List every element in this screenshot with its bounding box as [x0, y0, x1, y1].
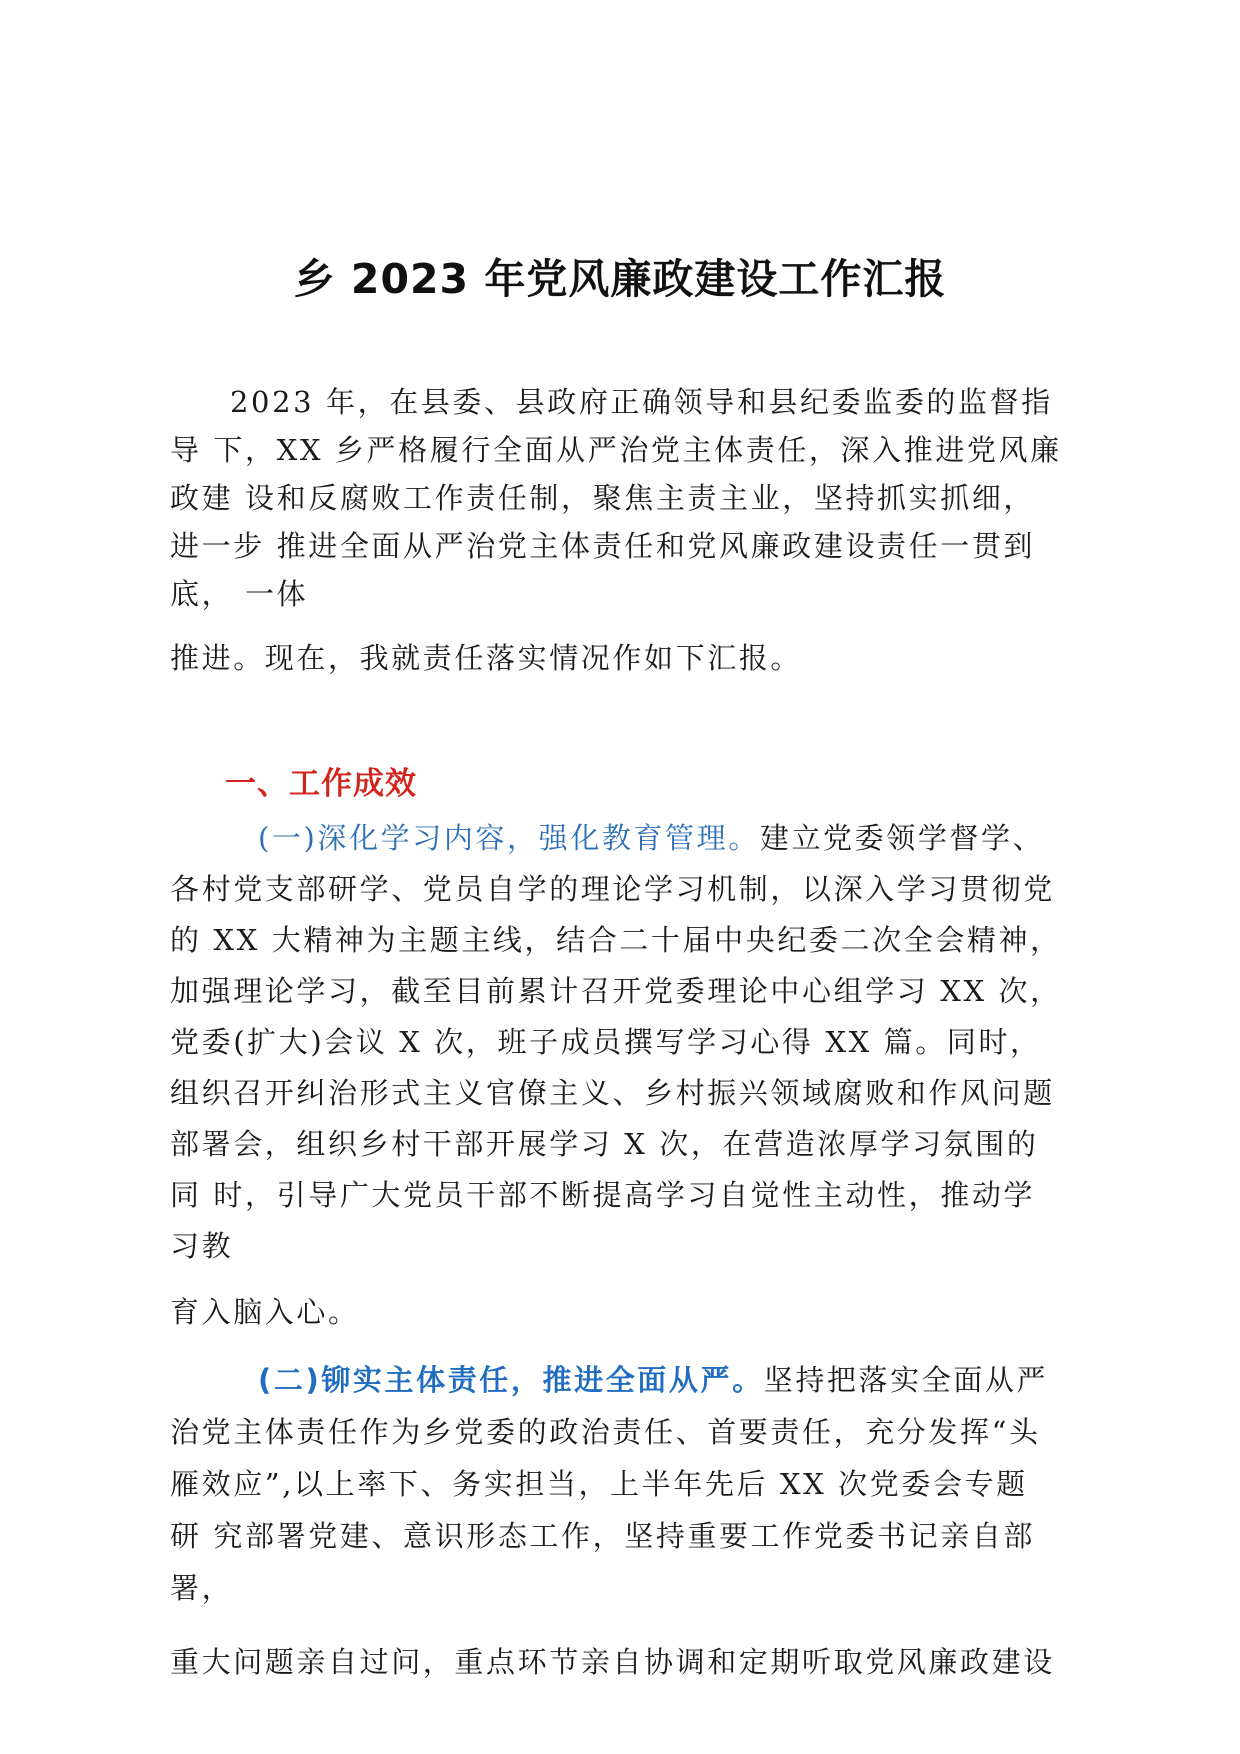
sub2-heading: (二)铆实主体责任，推进全面从严。	[258, 1363, 764, 1397]
sub1-line-4: 党委(扩大)会议 X 次，班子成员撰写学习心得 XX 篇。同时，	[170, 1025, 1042, 1059]
sub1-first-line-text: 建立党委领学督学、	[759, 821, 1045, 855]
sub1-line-9: 育入脑入心。	[170, 1295, 360, 1329]
intro-line-3: 政建 设和反腐败工作责任制，聚焦主责主业，坚持抓实抓细，	[170, 481, 1036, 515]
sub1-line-1: 各村党支部研学、党员自学的理论学习机制，以深入学习贯彻党	[170, 872, 1055, 906]
intro-line-4: 进一步 推进全面从严治党主体责任和党风廉政建设责任一贯到	[170, 529, 1036, 563]
intro-line-1: 2023 年，在县委、县政府正确领导和县纪委监委的监督指	[230, 385, 1053, 419]
sub2-line-1: 治党主体责任作为乡党委的政治责任、首要责任，充分发挥“头	[170, 1415, 1041, 1449]
sub1-heading: (一)深化学习内容，强化教育管理。	[258, 821, 760, 855]
intro-line-2: 导 下，XX 乡严格履行全面从严治党主体责任，深入推进党风廉	[170, 433, 1062, 467]
sub1-line-6: 部署会，组织乡村干部开展学习 X 次，在营造浓厚学习氛围的	[170, 1127, 1039, 1161]
section-heading-1: 一、工作成效	[225, 766, 417, 802]
document-title: 乡 2023 年党风廉政建设工作汇报	[293, 255, 947, 303]
sub1-first-line	[258, 820, 1044, 856]
sub1-line-2: 的 XX 大精神为主题主线，结合二十届中央纪委二次全会精神，	[170, 923, 1062, 957]
sub1-line-5: 组织召开纠治形式主义官僚主义、乡村振兴领域腐败和作风问题	[170, 1076, 1055, 1110]
sub2-line-2: 雁效应”,以上率下、务实担当，上半年先后 XX 次党委会专题	[170, 1467, 1028, 1501]
sub1-line-7: 同 时，引导广大党员干部不断提高学习自觉性主动性，推动学	[170, 1178, 1036, 1212]
sub2-line-5: 重大问题亲自过问，重点环节亲自协调和定期听取党风廉政建设	[170, 1645, 1055, 1679]
sub1-line-8: 习教	[170, 1229, 234, 1263]
sub2-first-line	[258, 1362, 1048, 1398]
sub2-line-3: 研 究部署党建、意识形态工作，坚持重要工作党委书记亲自部	[170, 1519, 1036, 1553]
sub2-line-4: 署，	[170, 1571, 234, 1605]
intro-line-5: 底， 一体	[170, 577, 309, 611]
sub2-first-line-text: 坚持把落实全面从严	[763, 1363, 1049, 1397]
intro-line-6: 推进。现在，我就责任落实情况作如下汇报。	[170, 641, 803, 675]
sub1-line-3: 加强理论学习，截至目前累计召开党委理论中心组学习 XX 次，	[170, 974, 1062, 1008]
